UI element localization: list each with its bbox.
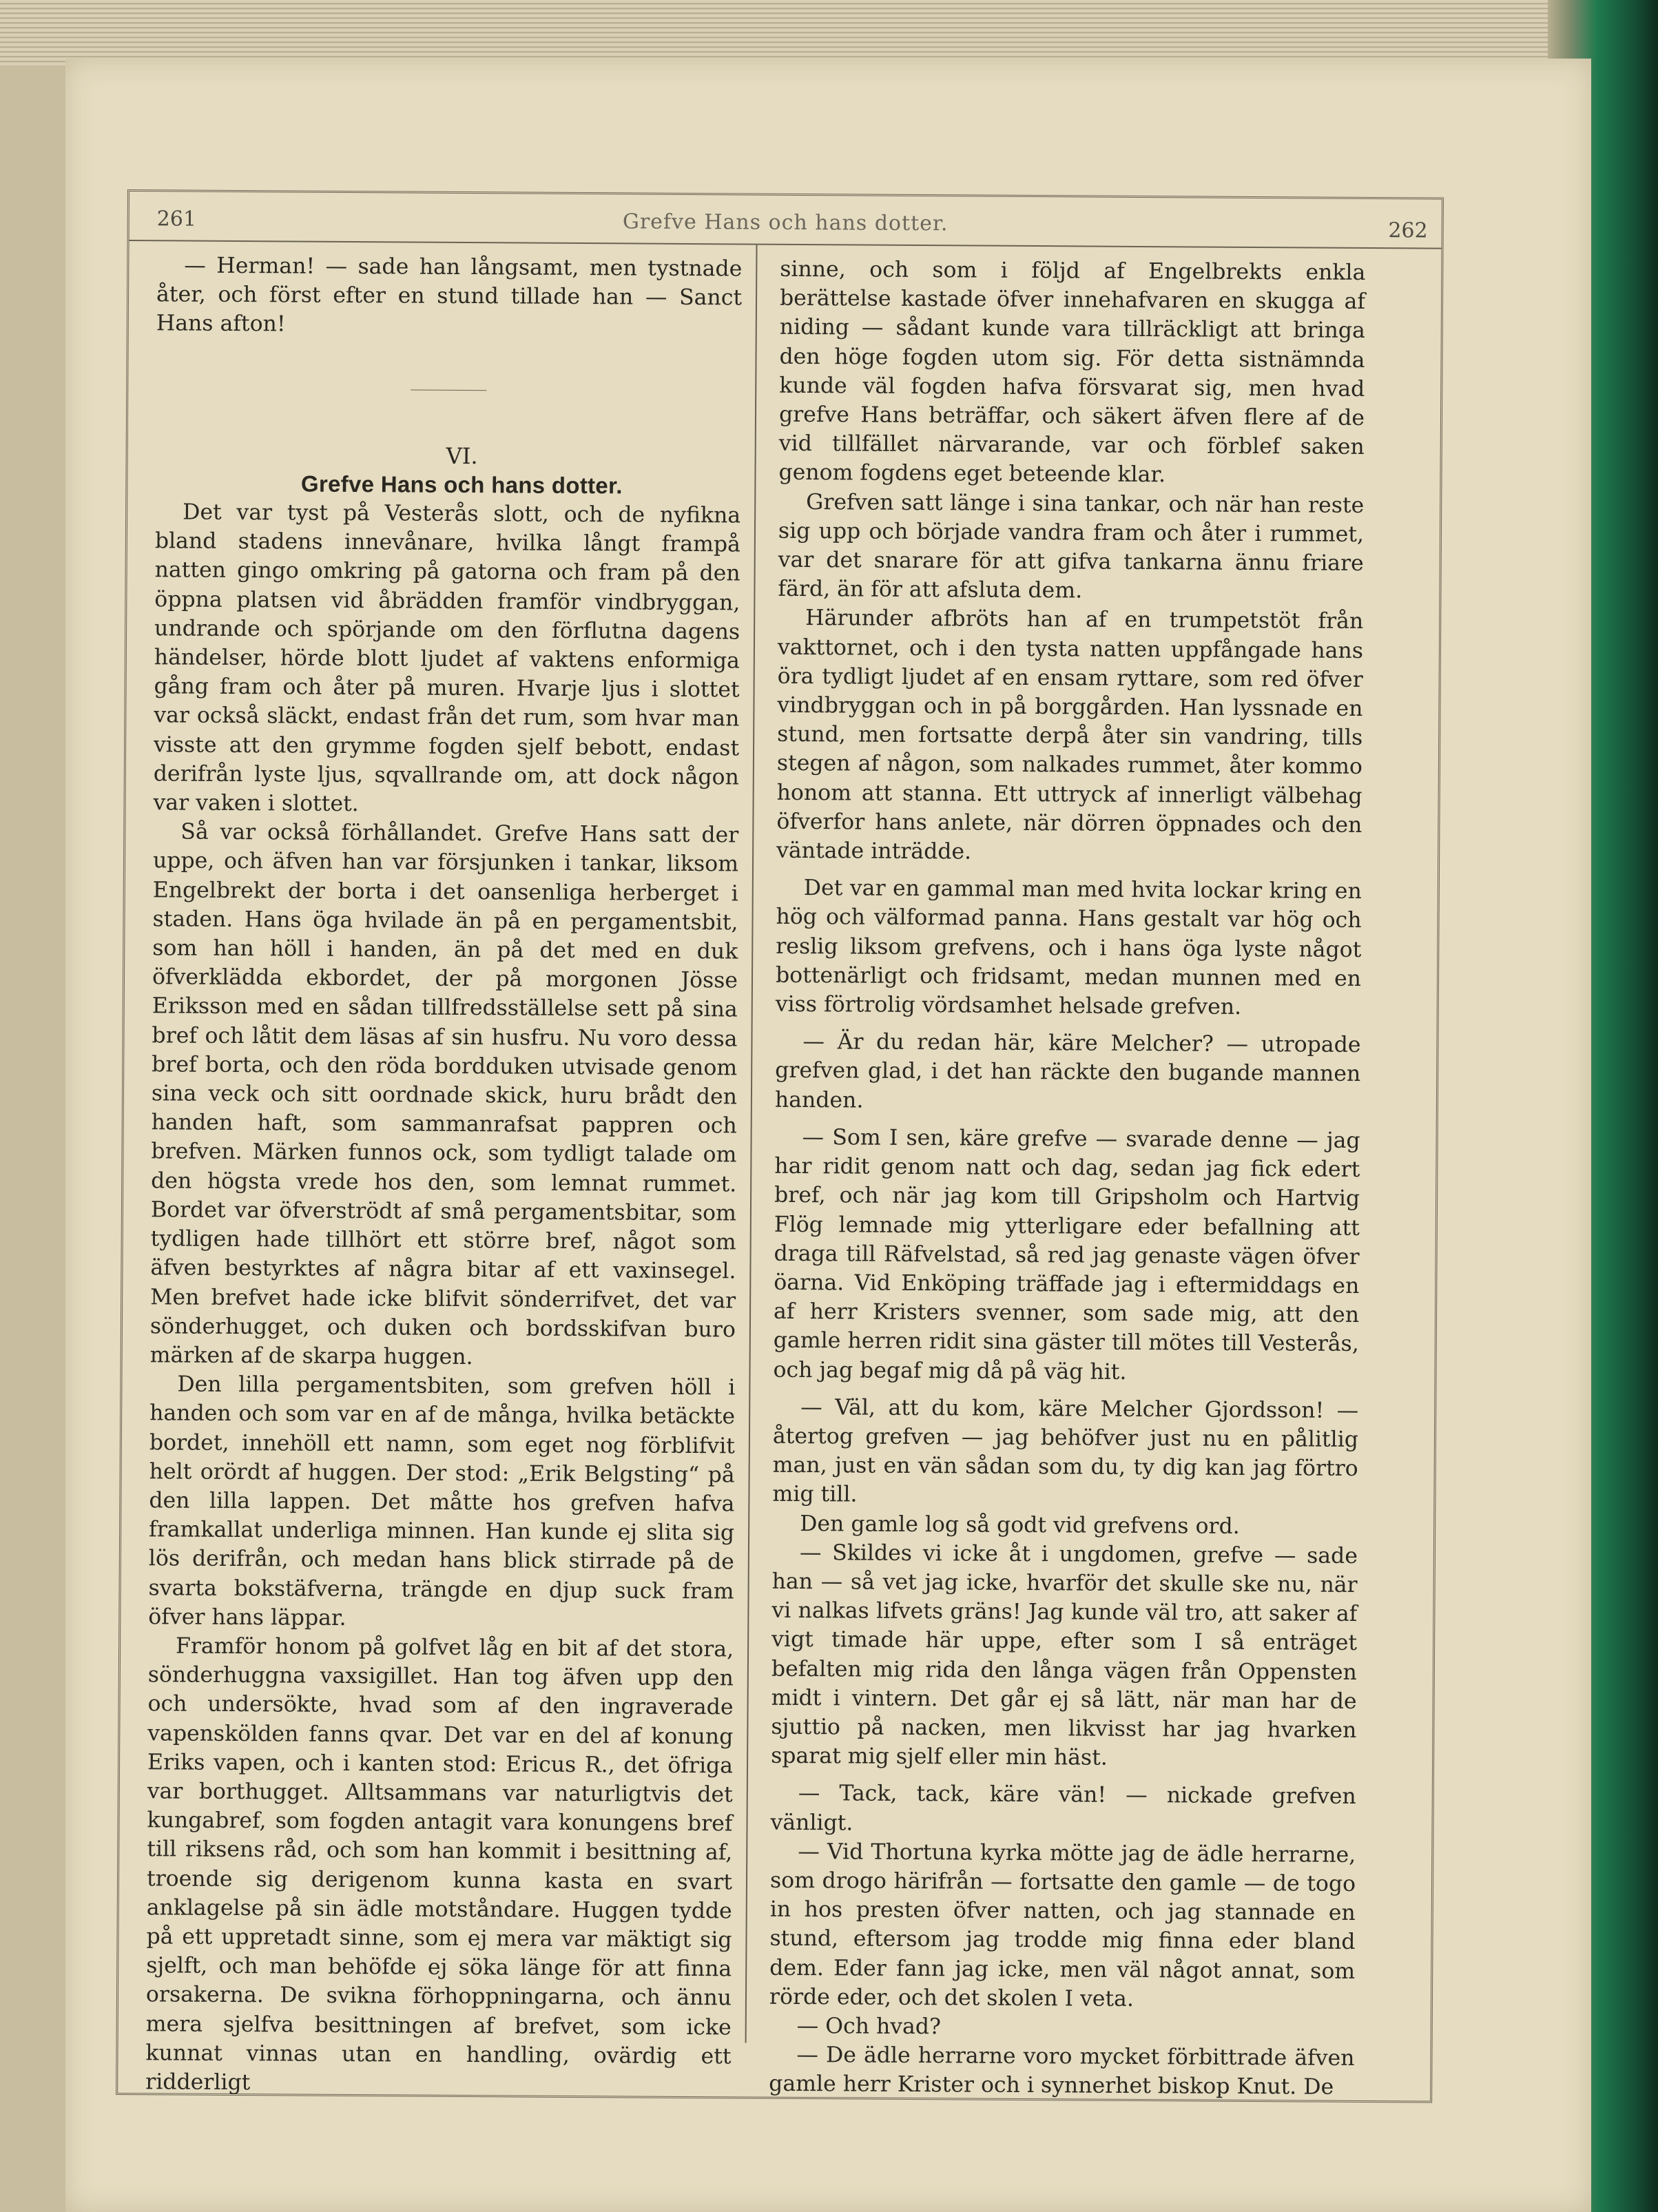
paragraph: Grefven satt länge i sina tankar, och när han reste sig upp och började vandra fram och åter i rummet, var det snarare för att gifva tankarna ännu friare färd, än för att afsluta dem. [778,489,1365,603]
paragraph: Framför honom på golfvet låg en bit af det stora, sönderhuggna vaxsigillet. Han tog äfven upp den och undersökte, hvad som af den ingraverade vapenskölden fanns qvar. Det var en del af konung Eriks vapen, och i kanten stod: Ericus R., det öfriga var borthugget. Alltsammans var naturligtvis det kungabref, som fogden antagit vara konungens bref till riksens råd, och som han kommit i besittning af, troende sig derigenom kunna kasta en svart anklagelse på sin ädle motståndare. Huggen tydde på ett uppretadt sinne, som ej mera var mäktigt sig sjelft, och man behöfde ej söka länge för att finna orsakerna. De svikna förhoppningarna, och ännu mera sjelfva besittningen af brefvet, som icke kunnat vinnas utan en handling, ovärdig ett ridderligt [145,1633,734,2096]
paragraph: — Tack, tack, käre vän! — nickade grefven vänligt. [770,1781,1356,1836]
paragraph: — Väl, att du kom, käre Melcher Gjordsson! — återtog grefven — jag behöfver just nu en pålitlig man, just en vän sådan som du, ty dig kan jag förtro mig till. [772,1394,1359,1507]
page-number-left: 261 [156,207,197,231]
paragraph: — Skildes vi icke åt i ungdomen, grefve — sade han — så vet jag icke, hvarför det skulle ske nu, när vi nalkas lifvets gräns! Jag kunde väl tro, att saker af vigt timade här uppe, efter som I så enträget befalten mig rida den långa vägen från Oppensten midt i vintern. Det går ej så lätt, när man har de sjuttio på nacken, men likvisst har jag hvarken sparat mig sjelf eller min häst. [771,1540,1358,1770]
text-frame [116,189,1444,2103]
paragraph: — Är du redan här, käre Melcher? — utropade grefven glad, i det han räckte den bugande mannen handen. [774,1029,1361,1113]
right-column [769,255,1365,2102]
paragraph: Den gamle log så godt vid grefvens ord. [800,1511,1240,1539]
paragraph: — Som I sen, käre grefve — svarade denne — jag har ridit genom natt och dag, sedan jag fick edert bref, och när jag kom till Gripsholm och Hartvig Flög lemnade mig ytterligare eder befallning att draga till Räfvelstad, så red jag genaste vägen öfver öarna. Vid Enköping träffade jag i eftermiddags en af herr Kristers svenner, som sade mig, att den gamle herren ridit sina gäster till mötes till Vesterås, och jag begaf mig då på väg hit. [773,1124,1360,1385]
paragraph: Den lilla pergamentsbiten, som grefven höll i handen och som var en af de många, hvilka betäckte bordet, innehöll ett namn, som eget nog förblifvit helt orördt af huggen. Der stod: „Erik Belgsting“ på den lilla lappen. Det måtte hos grefven hafva framkallat underliga minnen. Han kunde ej slita sig lös derifrån, och medan hans blick stirrade på de svarta bokstäfverna, trängde en djup suck fram öfver hans läppar. [148,1372,736,1631]
paragraph: — Vid Thortuna kyrka mötte jag de ädle herrarne, som drogo härifrån — fortsatte den gamle — de togo in hos presten öfver natten, och jag stannade en stund, eftersom jag trodde mig finna eder bland dem. Eder fann jag icke, men väl något annat, som rörde eder, och det skolen I veta. [769,1839,1356,2012]
paragraph: Det var en gammal man med hvita lockar kring en hög och välformad panna. Hans gestalt var hög och reslig liksom grefvens, och i hans öga lyste något bottenärligt och fridsamt, medan munnen med en viss förtrolig vördsamhet helsade grefven. [775,876,1362,1020]
running-header [129,192,1442,249]
paragraph: — Och hvad? [796,2013,942,2040]
chapter-number: VI. [446,442,478,469]
paragraph: sinne, och som i följd af Engelbrekts enkla berättelse kastade öfver innehafvaren en skugga af niding — sådant kunde vara tillräckligt att bringa den höge fogden utom sig. För detta sistnämnda kunde väl fogden hafva försvarat sig, men hvad grefve Hans beträffar, och säkert äfven flere af de vid tillfället närvarande, var och förblef saken genom fogdens eget beteende klar. [778,256,1366,488]
paragraph: Det var tyst på Vesterås slott, och de nyfikna bland stadens innevånare, hvilka långt frampå natten gingo omkring på gatorna och fram på den öppna platsen vid åbrädden framför vindbryggan, undrande och spörjande om den förflutna dagens händelser, hörde blott ljudet af vaktens enformiga gång fram och åter på muren. Hvarje ljus i slottet var också släckt, endast från det rum, som hvar man visste att den grymme fogden sjelf bebott, endast derifrån lyste ljus, sqvallrande om, att dock någon var vaken i slottet. [153,499,741,817]
column-rule [745,245,758,2043]
left-column [145,251,742,2100]
book-page [65,59,1591,2212]
page-stack-top-edge [0,0,1571,65]
chapter-title: Grefve Hans och hans dotter. [300,471,623,499]
page-number-right: 262 [1388,218,1428,243]
paragraph: — De ädle herrarne voro mycket förbittrade äfven gamle herr Krister och i synnerhet biskop Knut. De [769,2043,1355,2100]
section-divider [411,389,486,391]
running-title: Grefve Hans och hans dotter. [622,209,949,236]
paragraph: — Herman! — sade han långsamt, men tystnade åter, och först efter en stund tillade han — Sanct Hans afton! [156,253,743,337]
paragraph: Så var också förhållandet. Grefve Hans satt der uppe, och äfven han var försjunken i tankar, liksom Engelbrekt der borta i det oansenliga herberget i staden. Hans öga hvilade än på en pergamentsbit, som han höll i handen, än på det med en duk öfverklädda ekbordet, der på morgonen Jösse Eriksson med en sådan tillfredsställelse sett på sina bref och låtit dem läsas af sin husfru. Nu voro dessa bref borta, och den röda bordduken utvisade genom sina veck och sitt oordnade skick, huru brådt den handen haft, som sammanrafsat pappren och brefven. Märken funnos ock, som tydligt talade om den högsta vrede hos den, som lemnat rummet. Bordet var öfverströdt af små pergamentsbitar, som tydligen hade tillhört ett större bref, något som äfven bestyrktes af några bitar af ett vaxinsegel. Men brefvet hade icke blifvit sönderrifvet, det var sönderhugget, och duken och bordsskifvan buro märken af de skarpa huggen. [149,819,739,1370]
paragraph: Härunder afbröts han af en trumpetstöt från vakttornet, och i den tysta natten uppfångade hans öra tydligt ljudet af en ensam ryttare, som red öfver vindbryggan och in på borggården. Han lyssnade en stund, men fortsatte derpå åter sin vandring, tills stegen af någon, som nalkades rummet, åter kommo honom att stanna. Ett uttryck af innerligt välbehag öfverfor hans anlete, när dörren öppnades och den väntade inträdde. [776,606,1364,865]
